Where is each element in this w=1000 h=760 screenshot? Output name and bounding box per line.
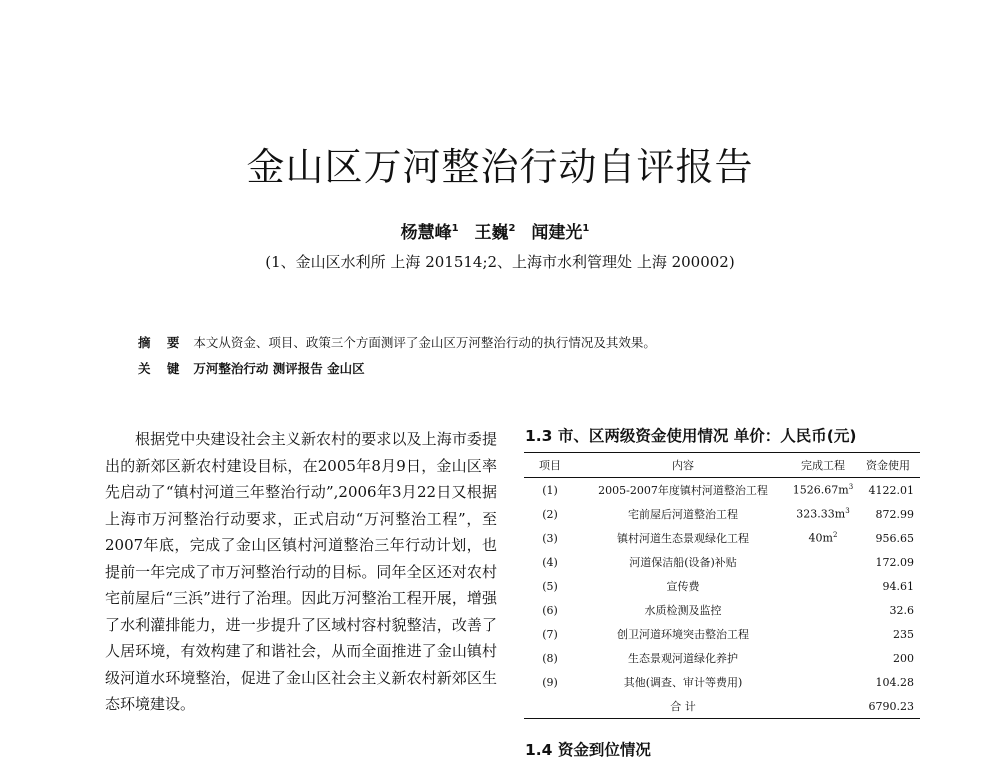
keywords: [138, 359, 365, 377]
table-total-label: 合 计: [670, 700, 696, 713]
table-cell-content: 宅前屋后河道整治工程: [628, 508, 738, 521]
author-affiliation-mark: 2: [508, 223, 516, 235]
paper-title: 金山区万河整治行动自评报告: [246, 145, 754, 189]
table-row: [524, 622, 920, 646]
table-row: [524, 478, 920, 503]
table-total-row: [524, 694, 920, 719]
table-header-cell: 项目: [539, 459, 561, 472]
author-name: 王巍: [474, 223, 509, 243]
table-cell-done: $40m^2$: [808, 531, 838, 545]
table-cell-done: [790, 574, 856, 598]
author-list: [0, 218, 1000, 243]
section-heading-1-4: 1.4 资金到位情况: [525, 741, 651, 759]
table-cell-content: 生态景观河道绿化养护: [628, 652, 738, 665]
body-text-column: [105, 426, 497, 718]
keywords-label: 关 键: [138, 361, 186, 376]
table-cell-content: 镇村河道生态景观绿化工程: [617, 532, 749, 545]
abstract-text: 本文从资金、项目、政策三个方面测评了金山区万河整治行动的执行情况及其效果。: [193, 335, 656, 350]
section-heading-1-3: 1.3 市、区两级资金使用情况 单价：人民币(元): [525, 427, 857, 445]
table-total-value: 6790.23: [868, 699, 914, 713]
table-cell-done: [790, 622, 856, 646]
table-row: [524, 502, 920, 526]
table-cell-content: 河道保洁船(设备)补贴: [629, 556, 737, 569]
table-cell-funds: 200: [893, 651, 914, 665]
table-cell-content: 宣传费: [666, 580, 700, 593]
table-cell-funds: 956.65: [875, 531, 914, 545]
table-cell-item: (6): [542, 603, 558, 617]
table-cell-funds: 172.09: [875, 555, 914, 569]
funds-table: [524, 452, 920, 719]
table-cell-item: (4): [542, 555, 558, 569]
table-header-row: [524, 453, 920, 478]
table-header-cell: 完成工程: [801, 459, 845, 472]
table-cell-done: [790, 646, 856, 670]
table-cell-item: (1): [542, 483, 558, 497]
table-cell-item: (5): [542, 579, 558, 593]
author-affiliation-mark: 1: [582, 223, 590, 235]
table-cell-funds: 104.28: [875, 675, 914, 689]
affiliations: (1、金山区水利所 上海 201514;2、上海市水利管理处 上海 200002): [265, 253, 735, 271]
keywords-text: 万河整治行动 测评报告 金山区: [193, 361, 365, 376]
table-cell-funds: 4122.01: [868, 483, 914, 497]
table-cell-item: (9): [542, 675, 558, 689]
abstract-label: 摘 要: [138, 335, 186, 350]
table-cell-done: [790, 550, 856, 574]
author-name: 杨慧峰: [400, 223, 452, 243]
table-header-cell: 资金使用: [866, 459, 910, 472]
table-cell-funds: 94.61: [882, 579, 914, 593]
table-cell-funds: 872.99: [875, 507, 914, 521]
abstract: [138, 333, 656, 351]
table-row: [524, 574, 920, 598]
table-cell-content: 2005-2007年度镇村河道整治工程: [598, 484, 768, 497]
table-cell-funds: 235: [893, 627, 914, 641]
table-cell-content: 水质检测及监控: [644, 604, 722, 617]
table-row: [524, 550, 920, 574]
table-cell-item: (2): [542, 507, 558, 521]
table-cell-content: 创卫河道环境突击整治工程: [617, 628, 749, 641]
table-cell-item: (8): [542, 651, 558, 665]
table-row: [524, 598, 920, 622]
table-row: [524, 670, 920, 694]
table-header-cell: 内容: [672, 459, 694, 472]
table-cell-done: $323.33m^3$: [796, 507, 850, 521]
table-cell-funds: 32.6: [889, 603, 914, 617]
author-name: 闻建光: [531, 223, 583, 243]
author-affiliation-mark: 1: [451, 223, 459, 235]
body-paragraph: 根据党中央建设社会主义新农村的要求以及上海市委提出的新郊区新农村建设目标，在2005年8月9日，金山区率先启动了“镇村河道三年整治行动”,2006年3月22日又根据上海市万河整治行动要求，正式启动“万河整治工程”，至2007年底，完成了金山区镇村河道整治三年行动计划，也提前一年完成了市万河整治行动的目标。同年全区还对农村宅前屋后“三浜”进行了治理。因此万河整治工程开展，增强了水利灌排能力，进一步提升了区域村容村貌整洁，改善了人居环境，有效构建了和谐社会，从而全面推进了金山镇村级河道水环境整治，促进了金山区社会主义新农村新郊区生态环境建设。: [105, 430, 497, 713]
table-cell-done: $1526.67m^3$: [792, 483, 854, 497]
table-cell-item: (3): [542, 531, 558, 545]
table-cell-done: [790, 598, 856, 622]
table-cell-item: (7): [542, 627, 558, 641]
table-row: [524, 526, 920, 550]
table-cell-done: [790, 670, 856, 694]
table-cell-content: 其他(调查、审计等费用): [623, 676, 743, 689]
table-row: [524, 646, 920, 670]
